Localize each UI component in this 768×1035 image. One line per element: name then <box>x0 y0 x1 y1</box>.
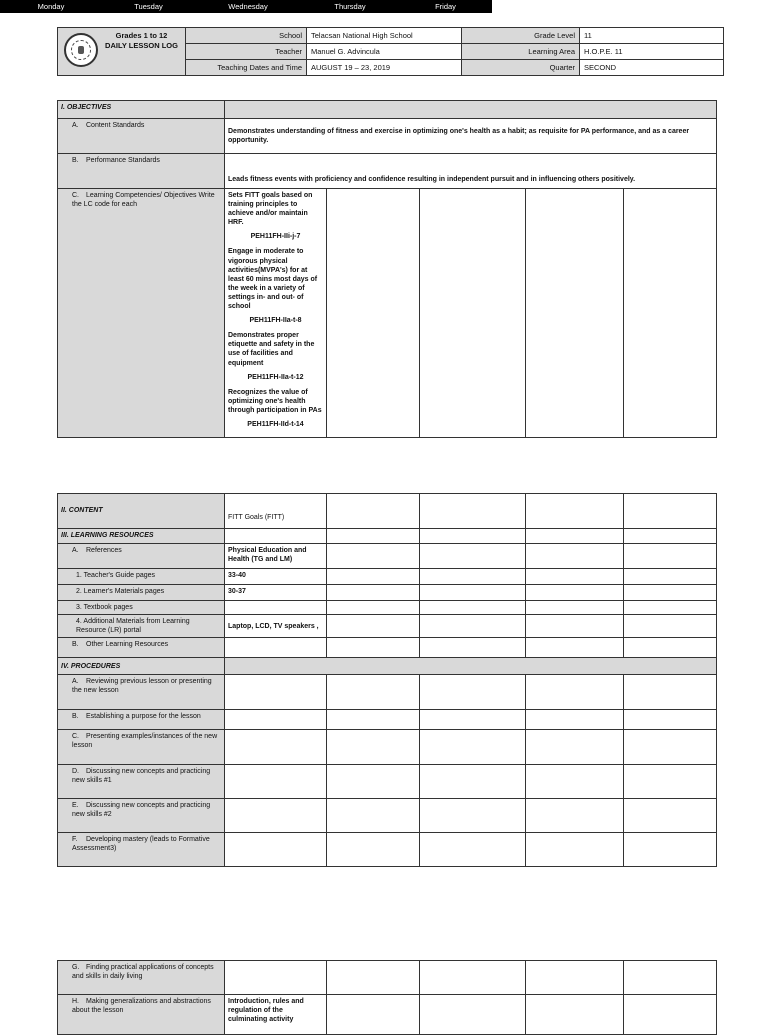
competency-code: PEH11FH-IIa-t-12 <box>247 373 304 381</box>
day-monday: Monday <box>37 2 65 11</box>
textbook-pages-label: 3. Textbook pages <box>58 601 225 615</box>
deped-seal-icon <box>64 33 98 67</box>
quarter-label: Quarter <box>462 60 580 76</box>
procedure-cell <box>327 833 420 867</box>
learners-materials-label: 2. Learner's Materials pages <box>58 585 225 601</box>
grade-level-value: 11 <box>580 28 724 44</box>
procedure-num: B. <box>72 713 79 721</box>
teachers-guide-label: 1. Teacher's Guide pages <box>58 569 225 585</box>
procedure-cell <box>225 833 327 867</box>
weekday-header <box>0 0 492 13</box>
performance-standards-label <box>58 154 225 189</box>
procedure-text: Discussing new concepts and practicing new skills #1 <box>72 768 211 785</box>
other-resources-text: Other Learning Resources <box>86 641 169 649</box>
other-cell <box>624 638 717 658</box>
procedure-cell <box>225 710 327 730</box>
competency-code: PEH11FH-IId-t-14 <box>247 420 304 428</box>
procedure-cell <box>624 765 717 799</box>
other-cell <box>225 638 327 658</box>
learning-competencies-monday <box>225 189 327 438</box>
procedure-cell <box>526 799 624 833</box>
additional-materials-label: 4. Additional Materials from Learning Resource (LR) portal <box>58 615 225 638</box>
content-section-title: II. CONTENT <box>58 494 225 529</box>
other-cell <box>526 638 624 658</box>
day-friday: Friday <box>435 2 456 11</box>
resources-cell <box>624 529 717 544</box>
content-wednesday <box>420 494 526 529</box>
procedure-a-label <box>58 675 225 710</box>
content-standards-label <box>58 119 225 154</box>
daily-lesson-log-label: DAILY LESSON LOG <box>105 41 178 51</box>
procedure-cell <box>225 765 327 799</box>
content-standards-value: Demonstrates understanding of fitness and exercise in optimizing one's health as a habit; as requisite for PA performance, and as a career opportunity. <box>225 119 717 154</box>
teacher-label: Teacher <box>186 44 307 60</box>
learning-competencies-friday <box>624 189 717 438</box>
procedure-cell <box>420 995 526 1035</box>
procedure-cell <box>624 961 717 995</box>
learners-materials-monday: 30-37 <box>225 585 327 601</box>
references-cell <box>327 544 420 569</box>
lm-cell <box>526 585 624 601</box>
performance-standards-num: B. <box>72 157 79 164</box>
procedure-cell <box>327 765 420 799</box>
procedure-h-label <box>58 995 225 1035</box>
additional-cell <box>526 615 624 638</box>
procedure-c-label <box>58 730 225 765</box>
school-label: School <box>186 28 307 44</box>
resources-cell <box>420 529 526 544</box>
procedure-cell <box>225 961 327 995</box>
procedure-h-monday: Introduction, rules and regulation of the culminating activity <box>225 995 327 1035</box>
performance-standards-value: Leads fitness events with proficiency and confidence resulting in independent pursuit and in influencing others positively. <box>225 154 717 189</box>
procedure-text: Making generalizations and abstractions about the lesson <box>72 998 211 1015</box>
procedure-cell <box>624 799 717 833</box>
procedure-cell <box>526 833 624 867</box>
procedure-cell <box>327 675 420 710</box>
references-label <box>58 544 225 569</box>
day-tuesday: Tuesday <box>134 2 163 11</box>
content-tuesday <box>327 494 420 529</box>
learning-area-value: H.O.P.E. 11 <box>580 44 724 60</box>
resources-cell <box>526 529 624 544</box>
procedure-cell <box>624 675 717 710</box>
day-wednesday: Wednesday <box>228 2 268 11</box>
procedure-f-label <box>58 833 225 867</box>
procedure-cell <box>327 961 420 995</box>
competency-item: Demonstrates proper etiquette and safety in the use of facilities and equipment <box>228 332 315 367</box>
performance-standards-text: Performance Standards <box>86 157 160 164</box>
references-monday: Physical Education and Health (TG and LM) <box>225 544 327 569</box>
tg-cell <box>420 569 526 585</box>
learning-competencies-thursday <box>526 189 624 438</box>
procedure-d-label <box>58 765 225 799</box>
procedure-cell <box>526 961 624 995</box>
competency-code: PEH11FH-IIa-t-8 <box>249 317 302 325</box>
additional-cell <box>420 615 526 638</box>
procedure-num: A. <box>72 678 79 686</box>
objectives-section-fill <box>225 101 717 119</box>
procedure-text: Presenting examples/instances of the new lesson <box>72 733 218 750</box>
procedure-cell <box>526 730 624 765</box>
textbook-cell <box>526 601 624 615</box>
tg-cell <box>526 569 624 585</box>
procedure-cell <box>624 710 717 730</box>
references-num: A. <box>72 547 79 554</box>
procedure-cell <box>225 730 327 765</box>
procedure-cell <box>327 710 420 730</box>
resources-section-title: III. LEARNING RESOURCES <box>58 529 225 544</box>
tg-cell <box>624 569 717 585</box>
procedure-num: F. <box>72 836 78 844</box>
procedure-cell <box>420 833 526 867</box>
references-text: References <box>86 547 122 554</box>
learning-competencies-num: C. <box>72 192 79 199</box>
procedure-cell <box>526 710 624 730</box>
procedure-num: H. <box>72 998 79 1005</box>
procedure-text: Discussing new concepts and practicing new skills #2 <box>72 802 211 819</box>
teachers-guide-monday: 33-40 <box>225 569 327 585</box>
learning-competencies-label <box>58 189 225 438</box>
procedure-cell <box>624 995 717 1035</box>
procedure-text: Establishing a purpose for the lesson <box>86 713 201 721</box>
day-thursday: Thursday <box>334 2 366 11</box>
lm-cell <box>624 585 717 601</box>
header-logo-cell <box>58 28 186 76</box>
objectives-section-title: I. OBJECTIVES <box>58 101 225 119</box>
procedure-cell <box>327 995 420 1035</box>
procedure-text: Developing mastery (leads to Formative Assessment3) <box>72 836 210 853</box>
content-friday <box>624 494 717 529</box>
objectives-table <box>57 100 717 438</box>
header-title <box>98 31 185 51</box>
textbook-cell <box>225 601 327 615</box>
references-cell <box>526 544 624 569</box>
procedure-num: E. <box>72 802 79 810</box>
procedure-cell <box>225 799 327 833</box>
learning-competencies-text: Learning Competencies/ Objectives Write the LC code for each <box>72 192 215 209</box>
competency-item: Engage in moderate to vigorous physical activities(MVPA's) for at least 60 mins most days of the week in a variety of settings in- and out- of school <box>228 248 318 311</box>
procedure-cell <box>420 710 526 730</box>
lm-cell <box>420 585 526 601</box>
procedure-cell <box>327 730 420 765</box>
textbook-cell <box>327 601 420 615</box>
procedure-cell <box>420 765 526 799</box>
procedure-cell <box>420 675 526 710</box>
header-table <box>57 27 724 76</box>
quarter-value: SECOND <box>580 60 724 76</box>
procedure-e-label <box>58 799 225 833</box>
procedures-section-title: IV. PROCEDURES <box>58 658 225 675</box>
lm-cell <box>327 585 420 601</box>
procedure-cell <box>225 675 327 710</box>
procedure-g-label <box>58 961 225 995</box>
other-cell <box>327 638 420 658</box>
competency-item: Recognizes the value of optimizing one's health through participation in PAs <box>228 388 322 414</box>
procedure-cell <box>526 765 624 799</box>
tg-cell <box>327 569 420 585</box>
learning-competencies-wednesday <box>420 189 526 438</box>
learning-competencies-tuesday <box>327 189 420 438</box>
references-cell <box>624 544 717 569</box>
procedure-cell <box>420 730 526 765</box>
procedure-num: D. <box>72 768 79 776</box>
content-standards-num: A. <box>72 122 79 129</box>
procedure-cell <box>420 799 526 833</box>
content-standards-text: Content Standards <box>86 122 145 129</box>
other-resources-num: B. <box>72 641 79 649</box>
competency-code: PEH11FH-IIi-j-7 <box>250 233 301 241</box>
textbook-cell <box>624 601 717 615</box>
procedure-b-label <box>58 710 225 730</box>
content-thursday <box>526 494 624 529</box>
resources-cell <box>225 529 327 544</box>
additional-cell <box>327 615 420 638</box>
procedure-cell <box>624 730 717 765</box>
content-table <box>57 493 717 867</box>
dates-label: Teaching Dates and Time <box>186 60 307 76</box>
resources-cell <box>327 529 420 544</box>
procedures-section-fill <box>225 658 717 675</box>
procedure-cell <box>420 961 526 995</box>
content-monday: FITT Goals (FITT) <box>225 494 327 529</box>
teacher-value: Manuel G. Advincula <box>307 44 462 60</box>
procedure-num: G. <box>72 964 80 971</box>
textbook-cell <box>420 601 526 615</box>
other-cell <box>420 638 526 658</box>
procedure-cell <box>526 995 624 1035</box>
grade-level-label: Grade Level <box>462 28 580 44</box>
procedure-text: Finding practical applications of concepts and skills in daily living <box>72 964 214 981</box>
grades-label: Grades 1 to 12 <box>115 31 168 40</box>
competency-item: Sets FITT goals based on training principles to achieve and/or maintain HRF. <box>228 192 313 227</box>
dates-value: AUGUST 19 – 23, 2019 <box>307 60 462 76</box>
school-value: Telacsan National High School <box>307 28 462 44</box>
additional-materials-monday: Laptop, LCD, TV speakers , <box>225 615 327 638</box>
procedure-cell <box>526 675 624 710</box>
additional-cell <box>624 615 717 638</box>
learning-area-label: Learning Area <box>462 44 580 60</box>
procedure-cell <box>327 799 420 833</box>
procedure-num: C. <box>72 733 79 741</box>
procedure-cell <box>624 833 717 867</box>
references-cell <box>420 544 526 569</box>
other-resources-label <box>58 638 225 658</box>
procedure-text: Reviewing previous lesson or presenting the new lesson <box>72 678 212 695</box>
